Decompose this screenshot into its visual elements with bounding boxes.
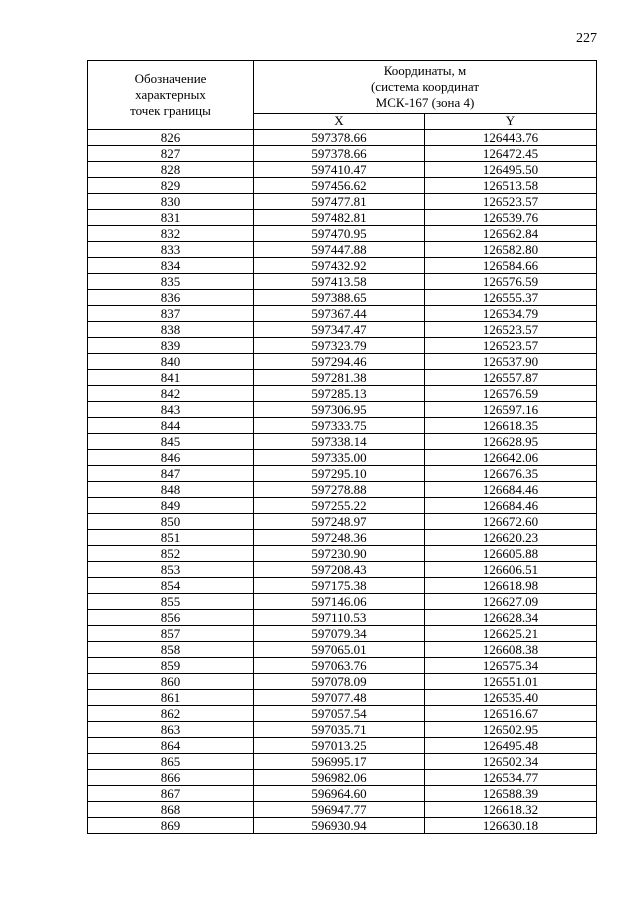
y-coordinate-cell: 126495.50: [425, 162, 597, 178]
table-row: [88, 594, 597, 610]
point-id-cell: 842: [88, 386, 254, 402]
point-id-cell: 851: [88, 530, 254, 546]
x-coordinate-cell: 597338.14: [254, 434, 425, 450]
y-coordinate-cell: 126627.09: [425, 594, 597, 610]
table-row: [88, 818, 597, 834]
x-coordinate-cell: 597323.79: [254, 338, 425, 354]
table-row: [88, 210, 597, 226]
table-row: [88, 466, 597, 482]
point-id-cell: 867: [88, 786, 254, 802]
table-row: [88, 674, 597, 690]
point-id-cell: 843: [88, 402, 254, 418]
x-coordinate-cell: 597367.44: [254, 306, 425, 322]
table-row: [88, 130, 597, 146]
table-body: [88, 130, 597, 834]
y-coordinate-cell: 126630.18: [425, 818, 597, 834]
y-coordinate-cell: 126676.35: [425, 466, 597, 482]
table-row: [88, 418, 597, 434]
y-coordinate-cell: 126516.67: [425, 706, 597, 722]
x-coordinate-cell: 597208.43: [254, 562, 425, 578]
y-coordinate-cell: 126539.76: [425, 210, 597, 226]
header-coords-line: Координаты, м: [383, 62, 467, 78]
table-row: [88, 242, 597, 258]
point-id-cell: 850: [88, 514, 254, 530]
x-coordinate-cell: 597294.46: [254, 354, 425, 370]
point-id-cell: 844: [88, 418, 254, 434]
header-point-line: Обозначение: [134, 71, 207, 86]
point-id-cell: 832: [88, 226, 254, 242]
point-id-cell: 835: [88, 274, 254, 290]
point-id-cell: 849: [88, 498, 254, 514]
y-coordinate-cell: 126684.46: [425, 482, 597, 498]
header-y: Y: [425, 113, 597, 129]
y-coordinate-cell: 126620.23: [425, 530, 597, 546]
y-coordinate-cell: 126606.51: [425, 562, 597, 578]
table-row: [88, 450, 597, 466]
table-row: [88, 386, 597, 402]
point-id-cell: 840: [88, 354, 254, 370]
table-row: [88, 162, 597, 178]
x-coordinate-cell: 597378.66: [254, 130, 425, 146]
x-coordinate-cell: 597470.95: [254, 226, 425, 242]
point-id-cell: 859: [88, 658, 254, 674]
coordinates-table: [87, 60, 597, 834]
table-row: [88, 578, 597, 594]
table-row: [88, 322, 597, 338]
point-id-cell: 847: [88, 466, 254, 482]
x-coordinate-cell: 597335.00: [254, 450, 425, 466]
table-row: [88, 226, 597, 242]
y-coordinate-cell: 126523.57: [425, 194, 597, 210]
table-row: [88, 706, 597, 722]
y-coordinate-cell: 126672.60: [425, 514, 597, 530]
table-row: [88, 802, 597, 818]
point-id-cell: 833: [88, 242, 254, 258]
x-coordinate-cell: 596964.60: [254, 786, 425, 802]
y-coordinate-cell: 126684.46: [425, 498, 597, 514]
point-id-cell: 846: [88, 450, 254, 466]
table-row: [88, 690, 597, 706]
y-coordinate-cell: 126537.90: [425, 354, 597, 370]
x-coordinate-cell: 597432.92: [254, 258, 425, 274]
table-row: [88, 786, 597, 802]
y-coordinate-cell: 126608.38: [425, 642, 597, 658]
x-coordinate-cell: 597410.47: [254, 162, 425, 178]
y-coordinate-cell: 126576.59: [425, 274, 597, 290]
point-id-cell: 855: [88, 594, 254, 610]
x-coordinate-cell: 597013.25: [254, 738, 425, 754]
y-coordinate-cell: 126618.32: [425, 802, 597, 818]
y-coordinate-cell: 126584.66: [425, 258, 597, 274]
y-coordinate-cell: 126625.21: [425, 626, 597, 642]
x-coordinate-cell: 597482.81: [254, 210, 425, 226]
x-coordinate-cell: 597333.75: [254, 418, 425, 434]
x-coordinate-cell: 597378.66: [254, 146, 425, 162]
point-id-cell: 828: [88, 162, 254, 178]
header-coords-line: (система координат: [370, 78, 480, 94]
table-row: [88, 434, 597, 450]
point-id-cell: 869: [88, 818, 254, 834]
point-id-cell: 841: [88, 370, 254, 386]
x-coordinate-cell: 597413.58: [254, 274, 425, 290]
point-id-cell: 852: [88, 546, 254, 562]
x-coordinate-cell: 596982.06: [254, 770, 425, 786]
x-coordinate-cell: 597078.09: [254, 674, 425, 690]
y-coordinate-cell: 126618.35: [425, 418, 597, 434]
table-row: [88, 354, 597, 370]
table-row: [88, 530, 597, 546]
y-coordinate-cell: 126597.16: [425, 402, 597, 418]
x-coordinate-cell: 597248.36: [254, 530, 425, 546]
y-coordinate-cell: 126502.95: [425, 722, 597, 738]
y-coordinate-cell: 126555.37: [425, 290, 597, 306]
table-row: [88, 290, 597, 306]
point-id-cell: 830: [88, 194, 254, 210]
table-row: [88, 626, 597, 642]
table-row: [88, 738, 597, 754]
table-row: [88, 194, 597, 210]
point-id-cell: 864: [88, 738, 254, 754]
y-coordinate-cell: 126523.57: [425, 322, 597, 338]
table-row: [88, 514, 597, 530]
point-id-cell: 856: [88, 610, 254, 626]
point-id-cell: 857: [88, 626, 254, 642]
y-coordinate-cell: 126562.84: [425, 226, 597, 242]
y-coordinate-cell: 126443.76: [425, 130, 597, 146]
x-coordinate-cell: 597295.10: [254, 466, 425, 482]
point-id-cell: 827: [88, 146, 254, 162]
table-row: [88, 402, 597, 418]
y-coordinate-cell: 126588.39: [425, 786, 597, 802]
table-row: [88, 146, 597, 162]
table-row: [88, 546, 597, 562]
x-coordinate-cell: 597248.97: [254, 514, 425, 530]
point-id-cell: 853: [88, 562, 254, 578]
point-id-cell: 858: [88, 642, 254, 658]
y-coordinate-cell: 126605.88: [425, 546, 597, 562]
y-coordinate-cell: 126618.98: [425, 578, 597, 594]
table-row: [88, 642, 597, 658]
table-row: [88, 482, 597, 498]
x-coordinate-cell: 597347.47: [254, 322, 425, 338]
y-coordinate-cell: 126495.48: [425, 738, 597, 754]
x-coordinate-cell: 597456.62: [254, 178, 425, 194]
x-coordinate-cell: 597077.48: [254, 690, 425, 706]
x-coordinate-cell: 597175.38: [254, 578, 425, 594]
y-coordinate-cell: 126582.80: [425, 242, 597, 258]
point-id-cell: 831: [88, 210, 254, 226]
y-coordinate-cell: 126575.34: [425, 658, 597, 674]
x-coordinate-cell: 597306.95: [254, 402, 425, 418]
header-coordinates: [254, 61, 597, 114]
header-point-line: характерных: [135, 87, 206, 102]
x-coordinate-cell: 597110.53: [254, 610, 425, 626]
x-coordinate-cell: 597447.88: [254, 242, 425, 258]
point-id-cell: 854: [88, 578, 254, 594]
header-point-designation: [88, 61, 254, 130]
y-coordinate-cell: 126523.57: [425, 338, 597, 354]
x-coordinate-cell: 596947.77: [254, 802, 425, 818]
x-coordinate-cell: 597035.71: [254, 722, 425, 738]
y-coordinate-cell: 126628.34: [425, 610, 597, 626]
point-id-cell: 839: [88, 338, 254, 354]
x-coordinate-cell: 597063.76: [254, 658, 425, 674]
page-number: 227: [576, 31, 597, 46]
table-row: [88, 610, 597, 626]
y-coordinate-cell: 126551.01: [425, 674, 597, 690]
table-row: [88, 722, 597, 738]
point-id-cell: 862: [88, 706, 254, 722]
x-coordinate-cell: 597477.81: [254, 194, 425, 210]
x-coordinate-cell: 596995.17: [254, 754, 425, 770]
x-coordinate-cell: 597079.34: [254, 626, 425, 642]
table-row: [88, 258, 597, 274]
table-header-row: [88, 61, 597, 114]
y-coordinate-cell: 126535.40: [425, 690, 597, 706]
header-coords-line: МСК-167 (зона 4): [375, 94, 475, 110]
point-id-cell: 861: [88, 690, 254, 706]
x-coordinate-cell: 597285.13: [254, 386, 425, 402]
table-row: [88, 770, 597, 786]
point-id-cell: 865: [88, 754, 254, 770]
point-id-cell: 834: [88, 258, 254, 274]
point-id-cell: 829: [88, 178, 254, 194]
point-id-cell: 848: [88, 482, 254, 498]
y-coordinate-cell: 126642.06: [425, 450, 597, 466]
x-coordinate-cell: 597057.54: [254, 706, 425, 722]
table-row: [88, 178, 597, 194]
header-point-line: точек границы: [130, 103, 211, 118]
x-coordinate-cell: 597388.65: [254, 290, 425, 306]
y-coordinate-cell: 126534.79: [425, 306, 597, 322]
table-row: [88, 498, 597, 514]
y-coordinate-cell: 126513.58: [425, 178, 597, 194]
x-coordinate-cell: 597065.01: [254, 642, 425, 658]
point-id-cell: 845: [88, 434, 254, 450]
point-id-cell: 866: [88, 770, 254, 786]
point-id-cell: 837: [88, 306, 254, 322]
point-id-cell: 826: [88, 130, 254, 146]
table-row: [88, 306, 597, 322]
y-coordinate-cell: 126472.45: [425, 146, 597, 162]
y-coordinate-cell: 126502.34: [425, 754, 597, 770]
table-row: [88, 370, 597, 386]
point-id-cell: 860: [88, 674, 254, 690]
y-coordinate-cell: 126534.77: [425, 770, 597, 786]
table-row: [88, 658, 597, 674]
table-row: [88, 562, 597, 578]
point-id-cell: 868: [88, 802, 254, 818]
y-coordinate-cell: 126628.95: [425, 434, 597, 450]
table-row: [88, 754, 597, 770]
table-row: [88, 338, 597, 354]
y-coordinate-cell: 126576.59: [425, 386, 597, 402]
point-id-cell: 863: [88, 722, 254, 738]
point-id-cell: 838: [88, 322, 254, 338]
x-coordinate-cell: 597230.90: [254, 546, 425, 562]
header-x: X: [254, 113, 425, 129]
y-coordinate-cell: 126557.87: [425, 370, 597, 386]
x-coordinate-cell: 597281.38: [254, 370, 425, 386]
x-coordinate-cell: 597146.06: [254, 594, 425, 610]
point-id-cell: 836: [88, 290, 254, 306]
x-coordinate-cell: 597278.88: [254, 482, 425, 498]
x-coordinate-cell: 597255.22: [254, 498, 425, 514]
table-row: [88, 274, 597, 290]
x-coordinate-cell: 596930.94: [254, 818, 425, 834]
